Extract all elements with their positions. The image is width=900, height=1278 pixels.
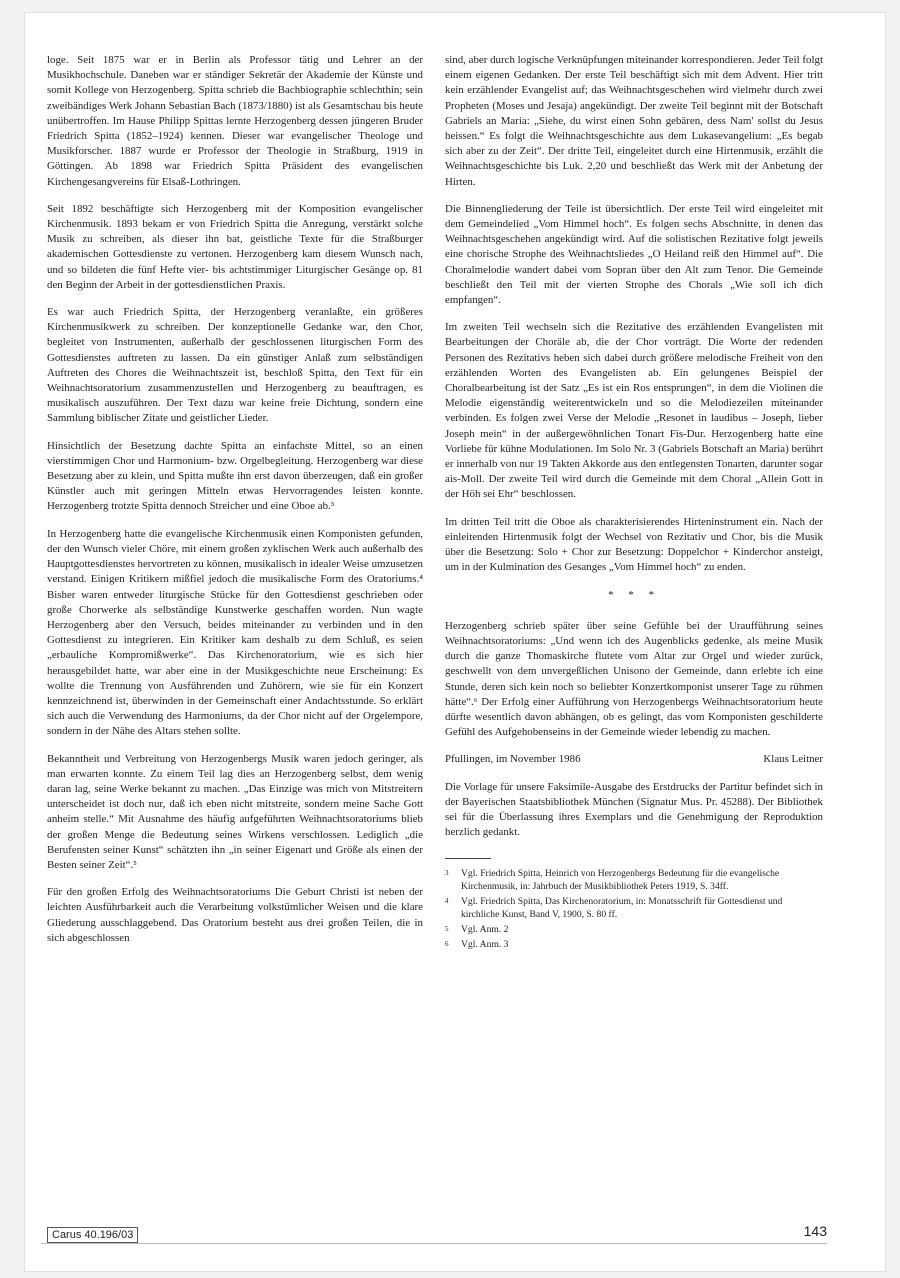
footnote-number: 3	[445, 869, 449, 878]
paragraph: Im zweiten Teil wechseln sich die Rezitative des erzählenden Evangelisten mit Bearbeitungen der Choräle ab, die der Chor vorträgt. Die Worte der redenden Personen des Rezitativs heben sich dabei durch größere melodische Freiheit von den erzählenden Worten des Evangelisten ab. Ein gelungenes Beispiel der Choralbearbeitung ist der Satz „Es ist ein Ros entsprungen“, in dem die Violinen die Melodie eigenständig weiterentwickeln und so die Melodiezeilen miteinander verbinden. Es folgen zwei Verse der Melodie „Resonet in laudibus – Joseph, lieber Joseph mein“ in der außergewöhnlichen Tonart Fis-Dur. Herzogenberg hatte eine Vorliebe für kühne Modulationen. Im Solo Nr. 3 (Gabriels Botschaft an Maria) berührt er innerhalb von nur 19 Takten Akkorde aus den entlegensten Tonarten, darunter sogar ais-Moll. Der zweite Teil wird durch die Gemeinde mit dem Choral „Allein Gott in der Höh sei Ehr“ beschlossen.	[445, 321, 823, 501]
footnote-number: 6	[445, 940, 449, 949]
paragraph: Im dritten Teil tritt die Oboe als charakterisierendes Hirteninstrument ein. Nach der einleitenden Hirtenmusik folgt der Wechsel von Rezitativ und Chor, bis die Musik über die Besetzung: Solo + Chor zur Besetzung: Doppelchor + Kinderchor ansteigt, um in der Kulmination des Gesanges „Vom Himmel hoch“ zu enden.	[445, 515, 823, 574]
footnote-text: Vgl. Friedrich Spitta, Das Kirchenoratorium, in: Monatsschrift für Gottesdienst und kirchliche Kunst, Band V, 1900, S. 80 ff.	[461, 896, 783, 921]
signature-line	[445, 752, 823, 767]
footer-divider	[41, 1243, 827, 1244]
paragraph: Es war auch Friedrich Spitta, der Herzogenberg veranlaßte, ein größeres Kirchenmusikwerk zu schreiben. Der konzeptionelle Gedanke war, den Chor, begleitet von Instrumenten, außerhalb der geschlossenen liturgischen Form des Gottesdienstes auftreten zu lassen. Da ein günstiger Anlaß zum selbständigen Auftreten des Chores die Weihnachtszeit ist, beschloß Spitta, den Text für ein Weihnachtsoratorium zusammenzustellen und Herzogenberg zu beauftragen, es musikalisch auszuführen. Der Text dazu war keine freie Dichtung, sondern eine Sammlung biblischer Zitate und geistlicher Lieder.	[47, 306, 423, 425]
page-number: 143	[803, 1223, 827, 1239]
footnote	[445, 938, 823, 951]
catalog-number: Carus 40.196/03	[47, 1227, 138, 1243]
paragraph: In Herzogenberg hatte die evangelische Kirchenmusik einen Komponisten gefunden, der den Wunsch vieler Chöre, mit einem großen zyklischen Werk auch außerhalb des Hauptgottesdienstes hervortreten zu können, musikalisch in idealer Weise umzusetzen verstand. Einigen Kritikern mißfiel jedoch die musikalische Form des Oratoriums.⁴ Bisher waren entweder liturgische Stücke für den Gottesdienst geschrieben oder große Chorwerke als selbständige Kunstwerke geschaffen worden. Nun wagte Herzogenberg aber den Versuch, beides miteinander zu verbinden und in den Gottesdienst zu integrieren. Ein Kritiker kam deshalb zu dem Schluß, es seien „erbauliche Kompromißwerke“. Das Kirchenoratorium, wie es sich hier herausgebildet hatte, war aber eine in der Musikgeschichte neue Erscheinung: Es wollte die Trennung von Ausführenden und Zuhörern, wie sie für ein Konzert kennzeichnend ist, überwinden in der Gemeinschaft einer Andachtsstunde. So erklärt sich auch die Verwendung des Harmoniums, da der Chor nicht auf der Orgelempore, sondern in der Nähe des Altars stehen sollte.	[47, 527, 423, 738]
right-column	[445, 53, 823, 953]
footnote-divider	[445, 858, 491, 859]
paragraph: Bekanntheit und Verbreitung von Herzogenbergs Musik waren jedoch geringer, als man erwarten konnte. Zu einem Teil lag dies an Herzogenberg selbst, dem wenig daran lag, seine Werke bekannt zu machen. „Das Einzige was mich von Mitstreitern unterscheidet ist doch nur, daß ich eben nicht mitstreite, sondern meine Sache Gott anheim stelle.“ Mit Ausnahme des häufig aufgeführten Weihnachtsoratoriums blieb der großen Menge die Bedeutung seines Wirkens verschlossen. Lediglich „die Berufensten seiner Kunst“ schätzten ihn „in seiner Eigenart und Größe als einen der Besten seiner Zeit“.⁵	[47, 752, 423, 871]
paragraph: Hinsichtlich der Besetzung dachte Spitta an einfachste Mittel, so an einen vierstimmigen Chor und Harmonium- bzw. Orgelbegleitung. Herzogenberg war diese Besetzung aber zu klein, und Spitta mußte ihn erst davon überzeugen, daß ein großer Künstler auch mit geringen Mitteln etwas Hervorragendes leisten konnte. Herzogenberg trotzte Spitta dennoch Streicher und eine Oboe ab.³	[47, 439, 423, 513]
footnote-text: Vgl. Friedrich Spitta, Heinrich von Herzogenbergs Bedeutung für die evangelische Kirchenmusik, in: Jahrbuch der Musikbibliothek Peters 1919, S. 34ff.	[461, 868, 780, 893]
paragraph: loge. Seit 1875 war er in Berlin als Professor tätig und Lehrer an der Musikhochschule. Daneben war er ständiger Sekretär der Akademie der Künste und somit Kollege von Herzogenberg. Spitta schrieb die Bachbiographie schlechthin; sein zweibändiges Werk Johann Sebastian Bach (1873/1880) ist als Gesamtschau bis heute unübertroffen. Im Hause Philipp Spittas lernte Herzogenberg dessen jüngeren Bruder Friedrich Spitta (1852–1924) kennen. Dieser war evangelischer Theologe und Musikforscher. 1887 wurde er Professor der Theologie in Straßburg, 1919 in Göttingen. Ab 1898 war Friedrich Spitta Präsident des evangelischen Kirchengesangvereins für Elsaß-Lothringen.	[47, 54, 423, 188]
paragraph: Für den großen Erfolg des Weihnachtsoratoriums Die Geburt Christi ist neben der leichten Ausführbarkeit auch die Verarbeitung volkstümlicher Weisen und die klare Gliederung ausschlaggebend. Das Oratorium besteht aus drei großen Teilen, die in sich abgeschlossen	[47, 886, 423, 944]
paragraph: Die Binnengliederung der Teile ist übersichtlich. Der erste Teil wird eingeleitet mit dem Gemeindelied „Vom Himmel hoch“. Es folgen sechs Abschnitte, in denen das Weihnachtsgeschehen angekündigt wird. Auf die solistischen Rezitative folgt jeweils eine chorische Strophe des Weihnachtsliedes „O Heiland reiß den Himmel auf“. Die Choralmelodie wandert dabei vom Sopran über den Alt zum Tenor. Die Gemeinde beschließt den Teil mit der vierten Strophe des Chorals „Wie soll ich dich empfangen“.	[445, 202, 823, 307]
footnote-number: 4	[445, 897, 449, 906]
closing-note: Die Vorlage für unsere Faksimile-Ausgabe des Erstdrucks der Partitur befindet sich in der Bayerischen Staatsbibliothek München (Signatur Mus. Pr. 45288). Der Bibliothek sei für die Überlassung ihres Exemplars und die Genehmigung der Reproduktion herzlich gedankt.	[445, 780, 823, 839]
place-date: Pfullingen, im November 1986	[445, 753, 581, 766]
footnote-text: Vgl. Anm. 2	[461, 924, 509, 936]
footnote	[445, 895, 823, 921]
footnote	[445, 867, 823, 893]
paragraph: Herzogenberg schrieb später über seine Gefühle bei der Uraufführung seines Weihnachtsoratoriums: „Und wenn ich des Augenblicks gedenke, als meine Musik durch die ganze Thomaskirche flutete vom Altar zur Orgel und wieder zurück, geschwellt von dem unvergeßlichen Unisono der Gemeinde, dann erlebte ich eine Stunde, deren sich kein noch so beliebter Konzertkomponist unserer Tage zu rühmen hätte“.⁶ Der Erfolg einer Aufführung von Herzogenbergs Weihnachtsoratorium heute dürfte wesentlich davon abhängen, ob es gelingt, das vom Komponisten geschilderte Gefühl des Aufgehobenseins in der Gemeinde wieder lebendig zu machen.	[445, 619, 823, 739]
footnote	[445, 923, 823, 936]
section-separator: * * *	[608, 588, 660, 601]
footnote-text: Vgl. Anm. 3	[461, 939, 509, 951]
paragraph: sind, aber durch logische Verknüpfungen miteinander korrespondieren. Jeder Teil folgt einem eigenen Gedanken. Der erste Teil beschäftigt sich mit dem Advent. Hier tritt kein erzählender Evangelist auf; das Weihnachtsgeschehen wird vielmehr durch zwei Propheten (Moses und Jesaja) angekündigt. Der zweite Teil beginnt mit der Botschaft Gabriels an Maria: „Siehe, du wirst einen Sohn gebären, dess Nam' sollst du Jesus heissen.“ Es folgt die Weihnachtsgeschichte aus dem Lukasevangelium: „Es begab sich aber zu der Zeit“. Der dritte Teil, eingeleitet durch eine Hirtenmusik, erzählt die Weihnachtsgeschichte bis Luk. 2,20 und beschließt das Werk mit der Anbetung der Hirten.	[445, 54, 823, 188]
left-column	[47, 53, 423, 958]
document-page	[24, 12, 886, 1272]
footnote-number: 5	[445, 925, 449, 934]
paragraph: Seit 1892 beschäftigte sich Herzogenberg mit der Komposition evangelischer Kirchenmusik. 1893 bekam er von Friedrich Spitta die Anregung, verstärkt solche Musik zu schreiben, als dieser ihn bat, geistliche Texte für die Straßburger akademischen Gottesdienste zu vertonen. Herzogenberg kam diesem Wunsch nach, und so bildeten die fünf Hefte vier- bis achtstimmiger Liturgischer Gesänge op. 81 den Beginn der Arbeit in der gottesdienstlichen Praxis.	[47, 202, 423, 291]
author-name: Klaus Leitner	[763, 753, 823, 766]
